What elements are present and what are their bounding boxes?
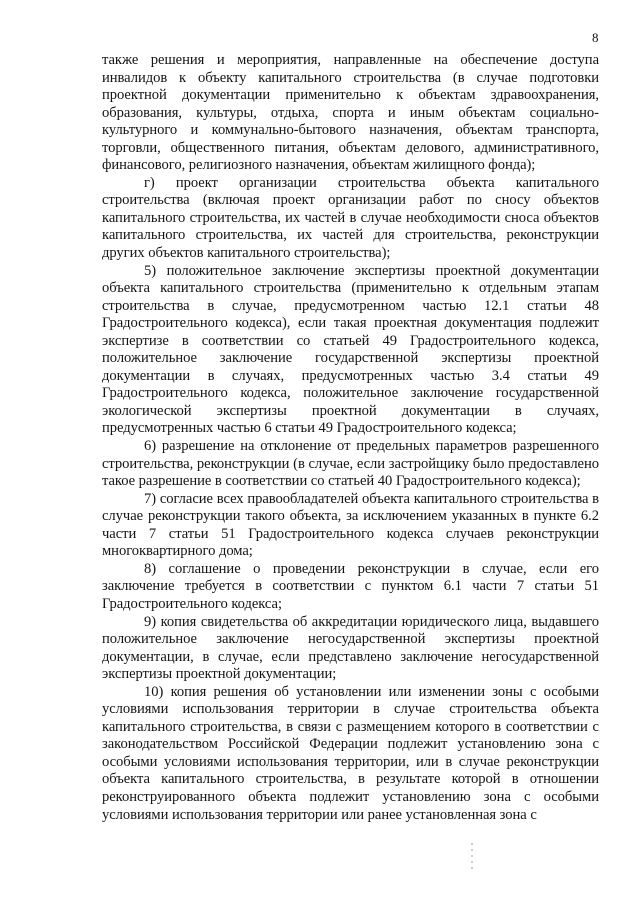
scan-artifact — [470, 840, 474, 890]
document-body — [102, 52, 599, 824]
paragraph-item-8: 8) соглашение о проведении реконструкции в случае, если его заключение требуется в соответствии с пунктом 6.1 части 7 статьи 51 Градостроительного кодекса; — [102, 560, 599, 612]
paragraph-item-g: г) проект организации строительства объекта капитального строительства (включая проект организации работ по сносу объектов капитального строительства, их частей в случае необходимости сноса объектов капитального строительства, их частей для строительства, реконструкции других объектов капитального строительства); — [102, 174, 599, 262]
paragraph-item-10: 10) копия решения об установлении или изменении зоны с особыми условиями использования территории в случае строительства объекта капитального строительства, в связи с размещением которого в соответствии с законодательством Российской Федерации подлежит установлению зона с особыми условиями использования территории, или в случае реконструкции объекта капитального строительства, в результате которой в отношении реконструированного объекта подлежит установлению зона с особыми условиями использования территории или ранее установленная зона с — [102, 683, 599, 823]
paragraph-item-9: 9) копия свидетельства об аккредитации юридического лица, выдавшего положительное заключение негосударственной экспертизы проектной документации, в случае, если представлено заключение негосударственной экспертизы проектной документации; — [102, 613, 599, 683]
page-number: 8 — [592, 30, 599, 45]
paragraph-item-7: 7) согласие всех правообладателей объекта капитального строительства в случае реконструкции такого объекта, за исключением указанных в пункте 6.2 части 7 статьи 51 Градостроительного кодекса случаев реконструкции многоквартирного дома; — [102, 490, 599, 560]
paragraph-continuation: также решения и мероприятия, направленные на обеспечение доступа инвалидов к объекту капитального строительства (в случае подготовки проектной документации применительно к объектам здравоохранения, образования, культуры, отдыха, спорта и иным объектам социально-культурного и коммунально-бытового назначения, объектам транспорта, торговли, общественного питания, объектам делового, административного, финансового, религиозного назначения, объектам жилищного фонда); — [102, 52, 599, 174]
paragraph-item-5: 5) положительное заключение экспертизы проектной документации объекта капитального строительства (применительно к отдельным этапам строительства в случае, предусмотренном частью 12.1 статьи 48 Градостроительного кодекса), если такая проектная документация подлежит экспертизе в соответствии со статьей 49 Градостроительного кодекса, положительное заключение государственной экспертизы проектной документации в случаях, предусмотренных частью 3.4 статьи 49 Градостроительного кодекса, положительное заключение государственной экологической экспертизы проектной документации в случаях, предусмотренных частью 6 статьи 49 Градостроительного кодекса; — [102, 262, 599, 437]
paragraph-item-6: 6) разрешение на отклонение от предельных параметров разрешенного строительства, реконструкции (в случае, если застройщику было предоставлено такое разрешение в соответствии со статьей 40 Градостроительного кодекса); — [102, 438, 599, 490]
